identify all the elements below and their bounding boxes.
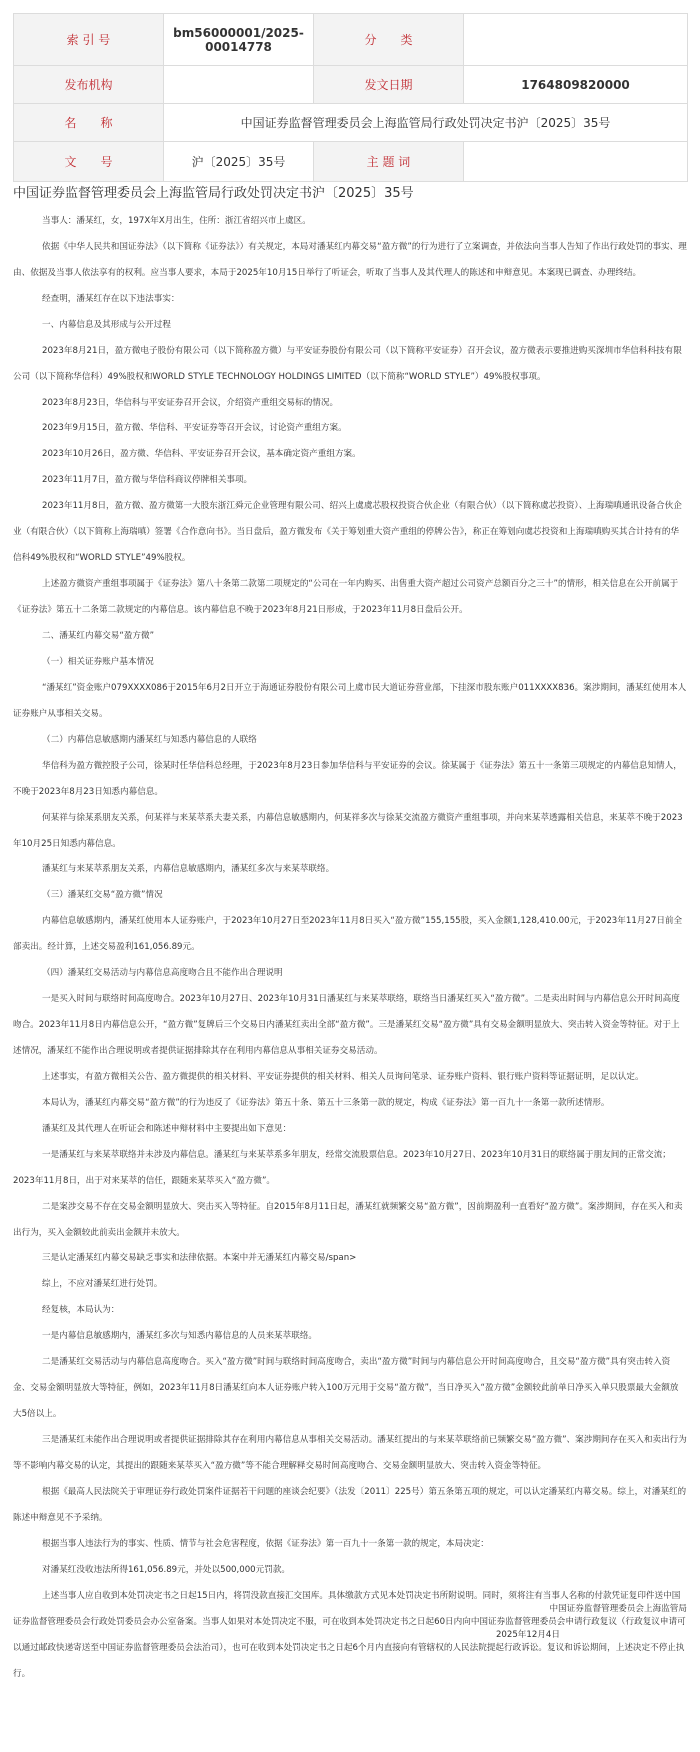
document-paragraph: 潘某红及其代理人在听证会和陈述申辩材料中主要提出如下意见： xyxy=(42,1123,292,1134)
index-value: bm56000001/2025-00014778 xyxy=(164,14,314,66)
document-paragraph: （一）相关证券账户基本情况 xyxy=(42,656,154,667)
document-paragraph: 一是潘某红与来某萃联络并未涉及内幕信息。潘某红与来某萃系多年朋友，经常交流股票信息。2023年10月27日、2023年10月31日的联络属于朋友间的正常交流；2023年11月8日，出于对来某萃的信任，跟随来某萃买入“盈方微”。 xyxy=(13,1149,671,1186)
name-label: 名 称 xyxy=(14,104,164,142)
document-paragraph: （四）潘某红交易活动与内幕信息高度吻合且不能作出合理说明 xyxy=(42,968,283,979)
document-paragraph: 三是认定潘某红内幕交易缺乏事实和法律依据。本案中并无潘某红内幕交易/span> xyxy=(42,1253,357,1264)
document-paragraph: 潘某红与来某萃系朋友关系，内幕信息敏感期内，潘某红多次与来某萃联络。 xyxy=(42,864,335,875)
document-paragraph: 2023年8月23日，华信科与平安证券召开会议，介绍资产重组交易标的情况。 xyxy=(42,397,339,408)
signing-date: 2025年12月4日 xyxy=(495,1630,560,1640)
subject-value xyxy=(464,142,688,182)
document-paragraph: （三）潘某红交易“盈方微”情况 xyxy=(42,890,163,901)
document-paragraph: 华信科为盈方微控股子公司，徐某时任华信科总经理，于2023年8月23日参加华信科与平安证券的会议。徐某属于《证券法》第五十一条第三项规定的内幕信息知情人，不晚于2023年8月23日知悉内幕信息。 xyxy=(13,760,682,797)
date-value: 1764809820000 xyxy=(464,66,688,104)
document-paragraph: （二）内幕信息敏感期内潘某红与知悉内幕信息的人联络 xyxy=(42,734,257,745)
document-title: 中国证券监督管理委员会上海监管局行政处罚决定书沪〔2025〕35号 xyxy=(13,186,414,201)
document-paragraph: 上述当事人应自收到本处罚决定书之日起15日内，将罚没款直接汇交国库。具体缴款方式见本处罚决定书所附说明。同时，须将注有当事人名称的付款凭证复印件送中国证券监督管理委员会行政处罚委员会办公室备案。当事人如果对本处罚决定不服，可在收到本处罚决定书之日起60日内向中国证券监督管理委员会申请行政复议（行政复议申请可以通过邮政快递寄送至中国证券监督管理委员会法治司），也可在收到本处罚决定书之日起6个月内直接向有管辖权的人民法院提起行政诉讼。复议和诉讼期间，上述决定不停止执行。 xyxy=(13,1590,686,1679)
document-paragraph: 二是案涉交易不存在交易金额明显放大、突击买入等特征。自2015年8月11日起，潘某红就频繁交易“盈方微”，因前期盈利一直看好“盈方微”。案涉期间，存在买入和卖出行为，买入金额较此前卖出金额并未放大。 xyxy=(13,1201,683,1238)
document-paragraph: 内幕信息敏感期内，潘某红使用本人证券账户，于2023年10月27日至2023年11月8日买入“盈方微”155,155股，买入金额1,128,410.00元，于2023年11月27日前全部卖出。经计算，上述交易盈利161,056.89元。 xyxy=(13,916,683,953)
document-paragraph: 2023年11月8日，盈方微、盈方微第一大股东浙江舜元企业管理有限公司、绍兴上虞虞芯股权投资合伙企业（有限合伙）（以下简称虞芯投资）、上海瑞嗔通讯设备合伙企业（有限合伙）（以下简称上海瑞嗔）签署《合作意向书》。当日盘后，盈方微发布《关于筹划重大资产重组的停牌公告》，称正在筹划向虞芯投资和上海瑞嗔购买其合计持有的华信科49%股权和“WORLD STYLE”49%股权。 xyxy=(13,501,682,564)
subject-label: 主 题 词 xyxy=(314,142,464,182)
document-paragraph: 经查明，潘某红存在以下违法事实： xyxy=(42,293,180,304)
document-paragraph: 2023年9月15日，盈方微、华信科、平安证券等召开会议，讨论资产重组方案。 xyxy=(42,423,347,434)
publisher-label: 发布机构 xyxy=(14,66,164,104)
date-label: 发文日期 xyxy=(314,66,464,104)
category-label: 分 类 xyxy=(314,14,464,66)
document-paragraph: 根据《最高人民法院关于审理证券行政处罚案件证据若干问题的座谈会纪要》（法发〔2011〕225号）第五条第五项的规定，可以认定潘某红内幕交易。综上，对潘某红的陈述申辩意见不予采纳。 xyxy=(13,1486,687,1523)
document-paragraph: 根据当事人违法行为的事实、性质、情节与社会危害程度，依据《证券法》第一百九十一条第一款的规定，本局决定： xyxy=(42,1538,489,1549)
document-paragraph: 上述事实，有盈方微相关公告、盈方微提供的相关材料、平安证券提供的相关材料、相关人员询问笔录、证券账户资料、银行账户资料等证据证明，足以认定。 xyxy=(42,1071,644,1082)
publisher-value xyxy=(164,66,314,104)
document-paragraph: 上述盈方微资产重组事项属于《证券法》第八十条第二款第二项规定的“公司在一年内购买、出售重大资产超过公司资产总额百分之三十”的情形，相关信息在公开前属于《证券法》第五十二条第二款规定的内幕信息。该内幕信息不晚于2023年8月21日形成，于2023年11月8日盘后公开。 xyxy=(13,579,679,616)
document-paragraph: 对潘某红没收违法所得161,056.89元，并处以500,000元罚款。 xyxy=(42,1564,291,1575)
index-label: 索 引 号 xyxy=(14,14,164,66)
document-paragraph: “潘某红”资金账户079XXXX086于2015年6月2日开立于海通证券股份有限公司上虞市民大道证券营业部，下挂深市股东账户011XXXX836。案涉期间，潘某红使用本人证券账户从事相关交易。 xyxy=(13,682,687,719)
document-paragraph: 二、潘某红内幕交易“盈方微” xyxy=(42,630,155,641)
document-body xyxy=(13,208,687,1687)
document-paragraph: 2023年8月21日，盈方微电子股份有限公司（以下简称盈方微）与平安证券股份有限公司（以下简称平安证券）召开会议，盈方微表示要推进购买深圳市华信科科技有限公司（以下简称华信科）49%股权和WORLD STYLE TECHNOLOGY HOLDINGS LIMITED（以下简称“WORLD STYLE”）49%股权事项。 xyxy=(13,345,682,382)
document-paragraph: 综上，不应对潘某红进行处罚。 xyxy=(42,1279,163,1290)
document-paragraph: 一是内幕信息敏感期内，潘某红多次与知悉内幕信息的人员来某萃联络。 xyxy=(42,1331,318,1342)
document-paragraph: 本局认为，潘某红内幕交易“盈方微”的行为违反了《证券法》第五十条、第五十三条第一款的规定，构成《证券法》第一百九十一条第一款所述情形。 xyxy=(42,1097,610,1108)
document-paragraph: 二是潘某红交易活动与内幕信息高度吻合。买入“盈方微”时间与联络时间高度吻合，卖出“盈方微”时间与内幕信息公开时间高度吻合，且交易“盈方微”具有突击转入资金、交易金额明显放大等特征，例如，2023年11月8日潘某红向本人证券账户转入100万元用于交易“盈方微”，当日净买入“盈方微”金额较此前单日净买入单只股票最大金额放大5倍以上。 xyxy=(13,1357,679,1420)
document-paragraph: 2023年11月7日，盈方微与华信科商议停牌相关事项。 xyxy=(42,475,253,486)
docno-value: 沪〔2025〕35号 xyxy=(164,142,314,182)
document-paragraph: 依据《中华人民共和国证券法》（以下简称《证券法》）有关规定，本局对潘某红内幕交易“盈方微”的行为进行了立案调查，并依法向当事人告知了作出行政处罚的事实、理由、依据及当事人依法享有的权利。应当事人要求，本局于2025年10月15日举行了听证会，听取了当事人及其代理人的陈述和申辩意见。本案现已调查、办理终结。 xyxy=(13,241,687,278)
docno-label: 文 号 xyxy=(14,142,164,182)
document-paragraph: 三是潘某红未能作出合理说明或者提供证据排除其存在利用内幕信息从事相关交易活动。潘某红提出的与来某萃联络前已频繁交易“盈方微”、案涉期间存在买入和卖出行为等不影响内幕交易的认定，其提出的跟随来某萃买入“盈方微”等不能合理解释交易时间高度吻合、交易金额明显放大、突击转入资金等特征。 xyxy=(13,1435,687,1471)
document-paragraph: 何某祥与徐某系朋友关系，何某祥与来某萃系夫妻关系，内幕信息敏感期内，何某祥多次与徐某交流盈方微资产重组事项，并向来某萃透露相关信息，来某萃不晚于2023年10月25日知悉内幕信息。 xyxy=(13,812,683,849)
document-paragraph: 一、内幕信息及其形成与公开过程 xyxy=(42,319,171,330)
document-metadata-table xyxy=(13,13,688,182)
category-value xyxy=(464,14,688,66)
document-paragraph: 经复核，本局认为： xyxy=(42,1305,120,1316)
document-paragraph: 2023年10月26日，盈方微、华信科、平安证券召开会议，基本确定资产重组方案。 xyxy=(42,449,361,460)
document-paragraph: 当事人：潘某红，女，197X年X月出生，住所：浙江省绍兴市上虞区。 xyxy=(42,216,311,226)
signing-organization: 中国证券监督管理委员会上海监管局 xyxy=(549,1604,687,1614)
document-paragraph: 一是买入时间与联络时间高度吻合。2023年10月27日、2023年10月31日潘某红与来某萃联络，联络当日潘某红买入“盈方微”。二是卖出时间与内幕信息公开时间高度吻合。2023年11月8日内幕信息公开，“盈方微”复牌后三个交易日内潘某红卖出全部“盈方微”。三是潘某红交易“盈方微”具有交易金额明显放大、突击转入资金等特征。对于上述情况，潘某红不能作出合理说明或者提供证据排除其存在利用内幕信息从事相关证券交易活动。 xyxy=(13,994,680,1057)
name-value: 中国证券监督管理委员会上海监管局行政处罚决定书沪〔2025〕35号 xyxy=(164,104,688,142)
